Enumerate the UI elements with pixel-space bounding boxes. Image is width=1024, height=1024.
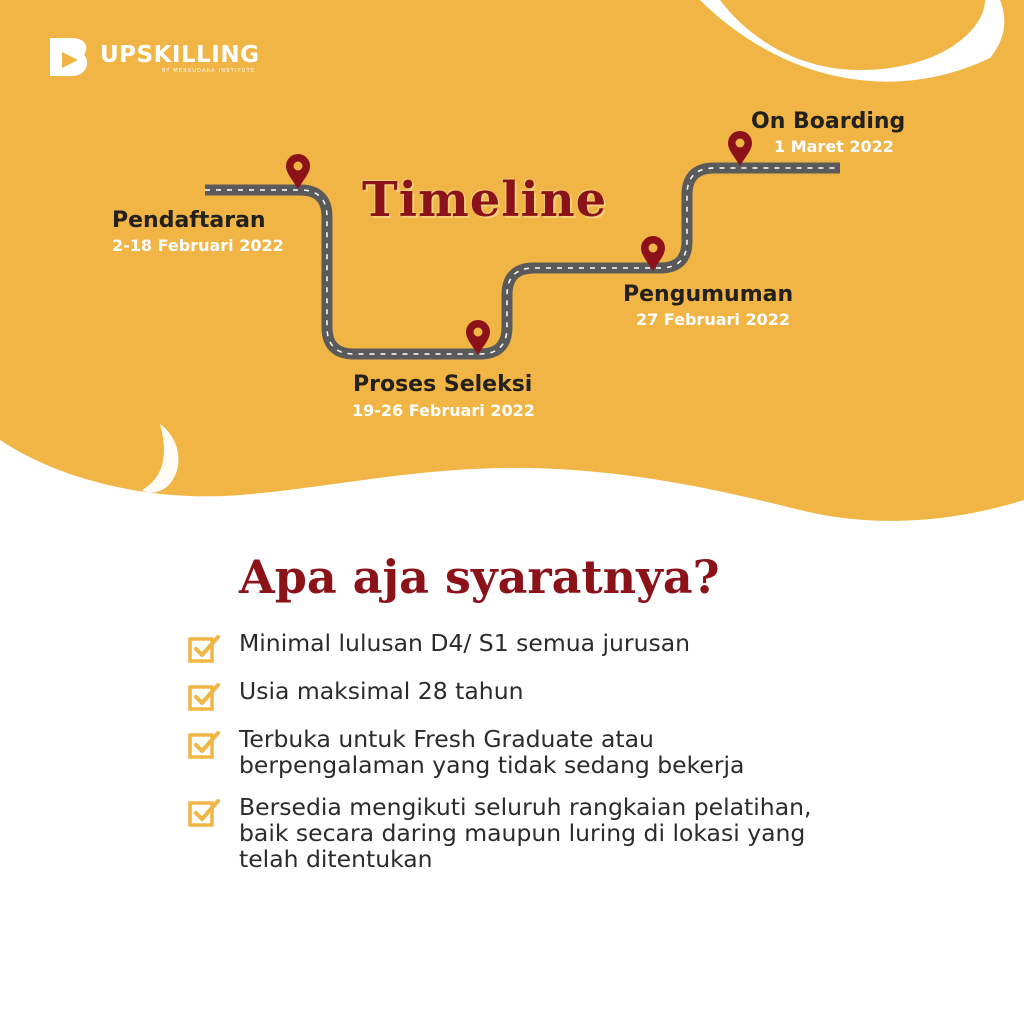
checkbox-check-icon — [188, 633, 220, 663]
brand-name: UPSKILLING — [100, 42, 260, 68]
stage-date-pendaftaran: 2-18 Februari 2022 — [112, 236, 284, 255]
requirement-text: Usia maksimal 28 tahun — [239, 677, 524, 705]
stage-date-on-boarding: 1 Maret 2022 — [774, 137, 894, 156]
requirement-text: Terbuka untuk Fresh Graduate atau berpengalaman yang tidak sedang bekerja — [239, 725, 745, 779]
requirements-heading: Apa aja syaratnya? — [239, 550, 720, 604]
brand-tagline: BY MERKUDARA INSTITUTE — [162, 68, 256, 74]
checkbox-check-icon — [188, 681, 220, 711]
stage-date-proses-seleksi: 19-26 Februari 2022 — [352, 401, 535, 420]
requirement-text: Minimal lulusan D4/ S1 semua jurusan — [239, 629, 691, 657]
timeline-title: Timeline — [362, 172, 608, 228]
stage-label-proses-seleksi: Proses Seleksi — [353, 372, 533, 397]
stage-label-pengumuman: Pengumuman — [623, 282, 794, 307]
stage-label-on-boarding: On Boarding — [751, 109, 906, 134]
checkbox-check-icon — [188, 797, 220, 827]
stage-label-pendaftaran: Pendaftaran — [112, 208, 266, 233]
checkbox-check-icon — [188, 729, 220, 759]
logo-mark-icon — [50, 38, 90, 76]
requirement-text: Bersedia mengikuti seluruh rangkaian pelatihan, baik secara daring maupun luring di lokasi yang telah ditentukan — [239, 793, 812, 873]
stage-date-pengumuman: 27 Februari 2022 — [636, 310, 790, 329]
